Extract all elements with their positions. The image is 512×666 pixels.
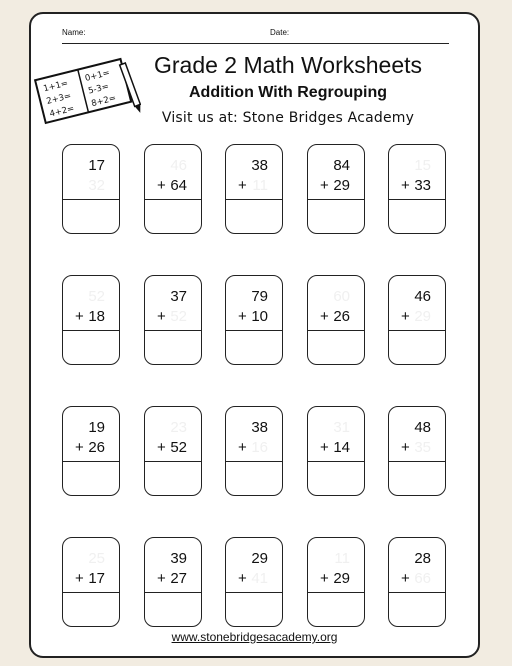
visit-line: Visit us at: Stone Bridges Academy xyxy=(161,110,415,126)
addition-problem-card xyxy=(388,275,446,365)
addition-problem-card xyxy=(388,144,446,234)
addition-problem-card xyxy=(144,537,202,627)
addend-bottom: 11 xyxy=(252,177,268,194)
answer-line xyxy=(145,592,201,593)
addend-top: 25 xyxy=(88,550,105,567)
plus-sign: + xyxy=(75,570,84,587)
addition-problem-card xyxy=(144,406,202,496)
answer-line xyxy=(226,461,282,462)
addend-bottom: 41 xyxy=(251,570,268,587)
addition-problem-card xyxy=(144,144,202,234)
addend-bottom: 64 xyxy=(170,177,187,194)
addend-bottom: 14 xyxy=(333,439,350,456)
plus-sign: + xyxy=(157,570,166,587)
addend-top: 48 xyxy=(414,419,431,436)
addition-problem-card xyxy=(62,406,120,496)
answer-line xyxy=(145,199,201,200)
plus-sign: + xyxy=(320,439,329,456)
answer-line xyxy=(308,461,364,462)
header-row xyxy=(62,25,432,45)
addend-top: 79 xyxy=(251,288,268,305)
answer-line xyxy=(308,592,364,593)
answer-line xyxy=(308,199,364,200)
addend-top: 46 xyxy=(414,288,431,305)
page-title: Grade 2 Math Worksheets xyxy=(153,52,423,78)
answer-line xyxy=(145,330,201,331)
addition-problem-card xyxy=(62,537,120,627)
svg-text:4+2=: 4+2= xyxy=(48,103,76,120)
answer-line xyxy=(226,592,282,593)
date-label: Date: xyxy=(270,28,290,37)
plus-sign: + xyxy=(75,308,84,325)
plus-sign: + xyxy=(320,308,329,325)
answer-line xyxy=(308,330,364,331)
addend-bottom: 52 xyxy=(170,439,187,456)
plus-sign: + xyxy=(157,308,166,325)
plus-sign: + xyxy=(238,439,247,456)
addend-bottom: 33 xyxy=(414,177,431,194)
addend-top: 17 xyxy=(88,157,105,174)
svg-text:2+3=: 2+3= xyxy=(45,91,73,107)
addend-bottom: 32 xyxy=(88,177,105,194)
addend-top: 29 xyxy=(251,550,268,567)
addend-top: 15 xyxy=(414,157,431,174)
addition-problem-card xyxy=(62,144,120,234)
answer-line xyxy=(63,461,119,462)
addition-problem-card xyxy=(225,537,283,627)
addend-top: 28 xyxy=(414,550,431,567)
notebook-pencil-logo xyxy=(33,54,141,126)
answer-line xyxy=(145,461,201,462)
plus-sign: + xyxy=(157,177,166,194)
addition-problem-card xyxy=(225,275,283,365)
addend-top: 38 xyxy=(251,157,268,174)
svg-text:0+1=: 0+1= xyxy=(84,68,111,84)
page-subtitle: Addition With Regrouping xyxy=(188,84,388,101)
addition-problem-card xyxy=(225,406,283,496)
addend-top: 19 xyxy=(88,419,105,436)
addend-bottom: 29 xyxy=(333,570,350,587)
plus-sign: + xyxy=(401,439,410,456)
addition-problem-card xyxy=(307,406,365,496)
answer-line xyxy=(63,592,119,593)
plus-sign: + xyxy=(238,177,247,194)
addend-bottom: 26 xyxy=(333,308,350,325)
answer-line xyxy=(226,199,282,200)
answer-line xyxy=(226,330,282,331)
addition-problem-card xyxy=(62,275,120,365)
addend-bottom: 35 xyxy=(414,439,431,456)
addition-problem-card xyxy=(144,275,202,365)
addend-top: 38 xyxy=(251,419,268,436)
plus-sign: + xyxy=(401,177,410,194)
answer-line xyxy=(389,199,445,200)
addend-top: 39 xyxy=(170,550,187,567)
addend-bottom: 27 xyxy=(170,570,187,587)
svg-text:1+1=: 1+1= xyxy=(42,78,70,95)
plus-sign: + xyxy=(401,570,410,587)
plus-sign: + xyxy=(157,439,166,456)
answer-line xyxy=(389,330,445,331)
worksheet-page xyxy=(29,12,480,658)
addend-top: 52 xyxy=(88,288,105,305)
addend-top: 31 xyxy=(333,419,350,436)
addition-problem-card xyxy=(307,537,365,627)
addition-problem-card xyxy=(307,144,365,234)
plus-sign: + xyxy=(75,439,84,456)
plus-sign: + xyxy=(320,570,329,587)
addend-bottom: 17 xyxy=(88,570,105,587)
addition-problem-card xyxy=(388,406,446,496)
addend-top: 60 xyxy=(333,288,350,305)
addend-bottom: 18 xyxy=(88,308,105,325)
answer-line xyxy=(63,330,119,331)
addend-bottom: 26 xyxy=(88,439,105,456)
answer-line xyxy=(389,592,445,593)
addend-bottom: 10 xyxy=(251,308,268,325)
website-link[interactable]: www.stonebridgesacademy.org xyxy=(171,630,338,644)
addend-top: 23 xyxy=(170,419,187,436)
addend-top: 84 xyxy=(333,157,350,174)
addend-bottom: 16 xyxy=(251,439,268,456)
addend-bottom: 29 xyxy=(414,308,431,325)
addend-bottom: 52 xyxy=(170,308,187,325)
name-label: Name: xyxy=(62,28,86,37)
plus-sign: + xyxy=(320,177,329,194)
plus-sign: + xyxy=(238,570,247,587)
addend-bottom: 29 xyxy=(333,177,350,194)
addend-top: 37 xyxy=(170,288,187,305)
svg-text:5-3=: 5-3= xyxy=(87,81,111,97)
addend-top: 46 xyxy=(170,157,187,174)
answer-line xyxy=(389,461,445,462)
addend-top: 11 xyxy=(334,550,350,567)
addition-problem-card xyxy=(225,144,283,234)
name-date-line xyxy=(62,43,449,44)
addition-problem-card xyxy=(307,275,365,365)
addend-bottom: 66 xyxy=(414,570,431,587)
addition-problem-card xyxy=(388,537,446,627)
answer-line xyxy=(63,199,119,200)
plus-sign: + xyxy=(238,308,247,325)
plus-sign: + xyxy=(401,308,410,325)
svg-text:8+2=: 8+2= xyxy=(90,93,118,110)
